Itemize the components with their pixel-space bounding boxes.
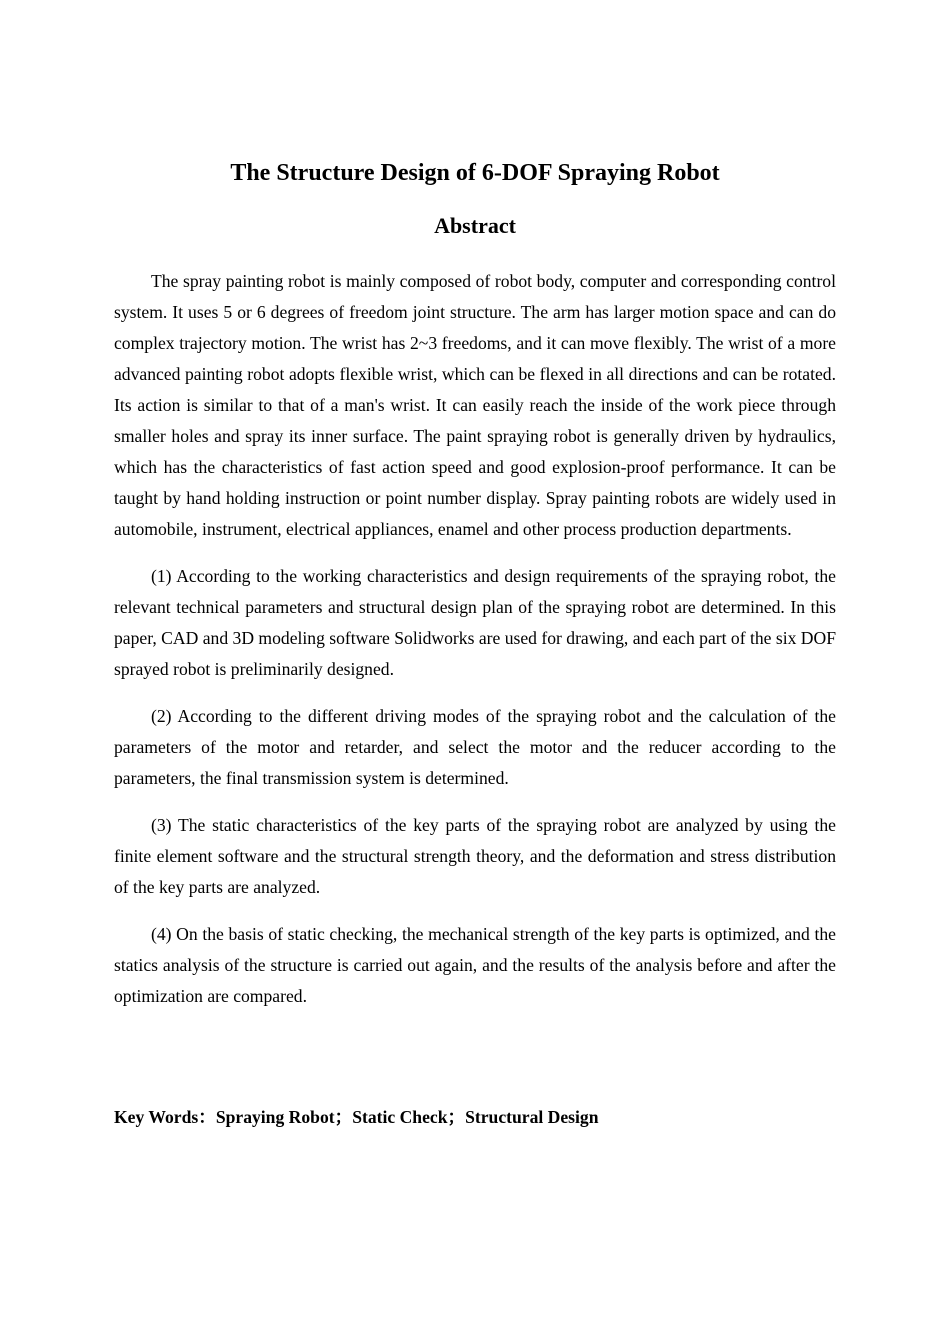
abstract-paragraph-3: (3) The static characteristics of the key parts of the spraying robot are analyzed by using the finite element software and the structural strength theory, and the deformation and stress distribution of the key parts are analyzed.: [114, 815, 836, 897]
abstract-paragraph-4: (4) On the basis of static checking, the mechanical strength of the key parts is optimized, and the statics analysis of the structure is carried out again, and the results of the analysis before and after the optimization are compared.: [114, 924, 836, 1006]
abstract-paragraph-1: (1) According to the working characteristics and design requirements of the spraying robot, the relevant technical parameters and structural design plan of the spraying robot are determined. In this paper, CAD and 3D modeling software Solidworks are used for drawing, and each part of the six DOF sprayed robot is preliminarily designed.: [114, 566, 836, 679]
abstract-heading: Abstract: [434, 213, 516, 238]
abstract-paragraph-intro: The spray painting robot is mainly composed of robot body, computer and corresponding control system. It uses 5 or 6 degrees of freedom joint structure. The arm has larger motion space and can do complex trajectory motion. The wrist has 2~3 freedoms, and it can move flexibly. The wrist of a more advanced painting robot adopts flexible wrist, which can be flexed in all directions and can be rotated. Its action is similar to that of a man's wrist. It can easily reach the inside of the work piece through smaller holes and spray its inner surface. The paint spraying robot is generally driven by hydraulics, which has the characteristics of fast action speed and good explosion-proof performance. It can be taught by hand holding instruction or point number display. Spray painting robots are widely used in automobile, instrument, electrical appliances, enamel and other process production departments.: [114, 271, 836, 539]
abstract-paragraph-2: (2) According to the different driving modes of the spraying robot and the calculation of the parameters of the motor and retarder, and select the motor and the reducer according to the parameters, the final transmission system is determined.: [114, 706, 836, 788]
abstract-body: [114, 266, 836, 1028]
keywords-line: Key Words：Spraying Robot；Static Check；Structural Design: [114, 1107, 599, 1127]
paper-title: The Structure Design of 6-DOF Spraying Robot: [230, 160, 720, 186]
